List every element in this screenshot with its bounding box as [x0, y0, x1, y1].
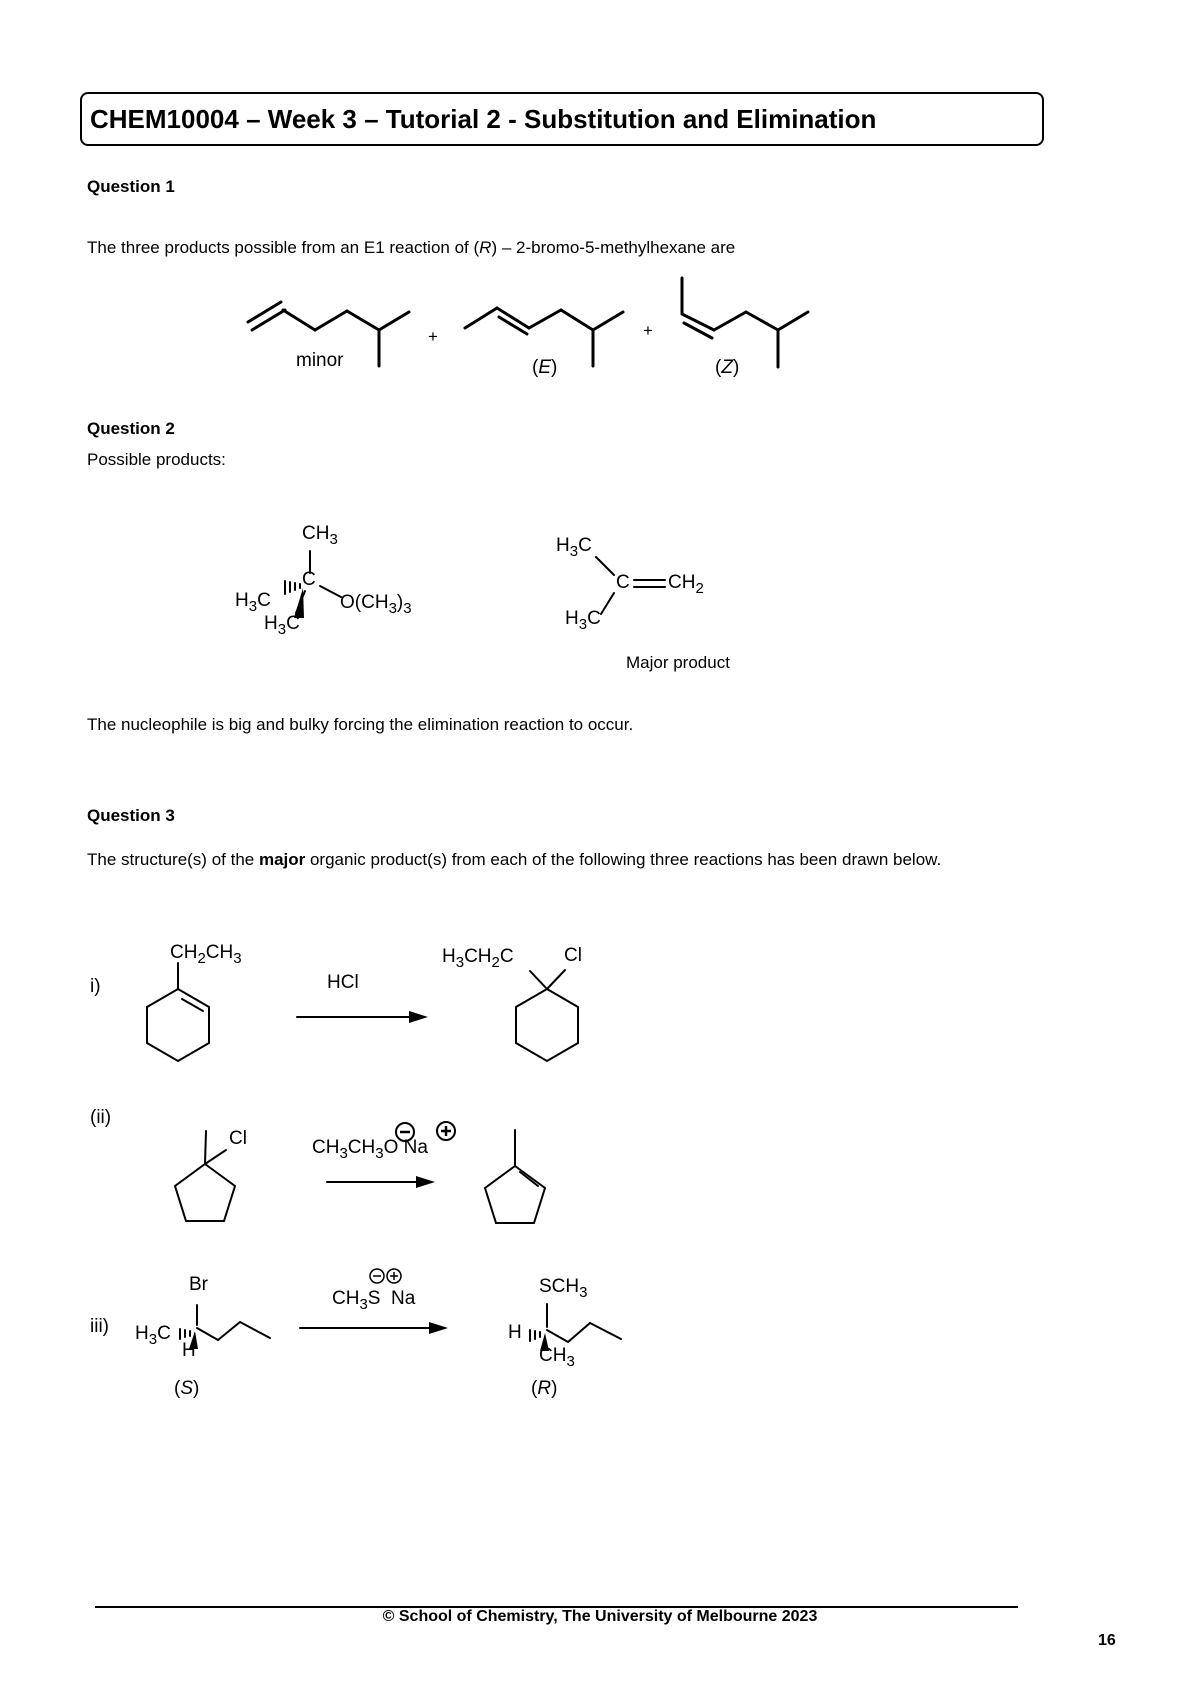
- q3-r3-pch3-sub: 3: [566, 1352, 575, 1370]
- q2-ether-och3-end: ): [396, 592, 404, 613]
- q2-alkene-h3c-top: [556, 535, 592, 560]
- q3-r1-pl-s1: 3: [455, 953, 465, 971]
- q2-alk-ht-c: C: [578, 535, 592, 556]
- q3-r2-cl: Cl: [229, 1128, 247, 1149]
- q2-ether-och3-sub2: 3: [403, 599, 412, 617]
- q2-ether-ch3-sub: 3: [329, 530, 338, 548]
- q3-r3-hash: [180, 1329, 190, 1339]
- q2-alkene-c: C: [616, 572, 630, 593]
- q3-r2-product: [485, 1130, 545, 1223]
- q2-alk-ch2-a: CH: [668, 572, 696, 593]
- q3-r1-label: i): [90, 976, 101, 997]
- q2-ether-och3: (CH: [354, 592, 389, 613]
- q3-r1-substituent: [170, 942, 242, 967]
- question-3-heading: Question 3: [87, 806, 175, 825]
- q1-plus-2: +: [643, 321, 653, 340]
- q3-r3-pch3-a: CH: [539, 1345, 567, 1366]
- q3-r2-label: (ii): [90, 1107, 112, 1128]
- q3-r1-st-s2: 3: [233, 949, 242, 967]
- q3-r1-pl-a: H: [442, 946, 456, 967]
- q3-r3-sch3: [539, 1276, 587, 1301]
- q3-r3-h3c: [135, 1323, 171, 1348]
- q3-r2-rc: O: [383, 1137, 399, 1158]
- q3-r2-reagent: [312, 1137, 428, 1162]
- q2-ether-otbu: [340, 592, 412, 617]
- q2-alk-hb-sub: 3: [578, 615, 588, 633]
- q3-r1-pl-ch: CH: [464, 946, 492, 967]
- q2-ether-hb-a: H: [264, 613, 278, 634]
- q2-hash-wedge: [285, 581, 300, 594]
- q3-r3-config-r: (R): [531, 1378, 558, 1399]
- q2-alk-hb-a: H: [565, 608, 579, 629]
- q1-z-structure: [682, 278, 808, 367]
- q3-r3-product: [547, 1304, 621, 1342]
- q1-text-before: The three products possible from an E1 reaction of (: [87, 238, 480, 257]
- question-2-heading: Question 2: [87, 419, 175, 438]
- q2-alk-ht-sub: 3: [569, 542, 579, 560]
- question-2-subtext: Possible products:: [87, 450, 226, 469]
- q2-ether-hl-sub: 3: [248, 597, 258, 615]
- q2-alkene-h3c-bottom: [565, 608, 601, 633]
- q3-r3-rsub: 3: [359, 1295, 368, 1313]
- q3-r3-prod-hash: [530, 1330, 540, 1341]
- q2-ether-och3-sub: 3: [388, 599, 397, 617]
- q2-ether-h3c-bottom: [264, 613, 300, 638]
- page-number: 16: [1098, 1632, 1116, 1649]
- q1-text-after: ) – 2-bromo-5-methylhexane are: [491, 238, 736, 257]
- q3-r3-prod-h: H: [508, 1322, 522, 1343]
- q2-explanation: The nucleophile is big and bulky forcing the elimination reaction to occur.: [87, 715, 634, 734]
- q3-r1-pl-c: C: [499, 946, 514, 967]
- q1-plus-1: +: [428, 327, 438, 346]
- q3-r2-ra: CH: [312, 1137, 340, 1158]
- q3-r3-h3c-c: C: [157, 1323, 171, 1344]
- page-title: CHEM10004 – Week 3 – Tutorial 2 - Substitution and Elimination: [90, 104, 877, 134]
- q2-ether-hl-c: C: [257, 590, 271, 611]
- q3-r3-config-s-text: S: [180, 1378, 194, 1399]
- q2-ether-o: O: [340, 592, 355, 613]
- q1-label-e: (E): [532, 357, 558, 378]
- q2-major-label: Major product: [626, 653, 730, 672]
- q3-r3-reactant: [197, 1305, 270, 1340]
- q3-r1-pl-s2: 2: [491, 953, 500, 971]
- q3-r2-rs1: 3: [339, 1144, 348, 1162]
- q3-r3-h: H: [182, 1340, 196, 1361]
- q2-alk-hb-c: C: [587, 608, 601, 629]
- question-1-heading: Question 1: [87, 177, 175, 196]
- question-3-intro: [87, 844, 1067, 875]
- q2-ether-hb-c: C: [286, 613, 300, 634]
- q3-r3-label: iii): [90, 1316, 109, 1337]
- q3-r3-reagent: [332, 1288, 415, 1313]
- q2-ether-c: C: [302, 569, 316, 590]
- q3-r3-br: Br: [189, 1274, 208, 1295]
- q3-r1-st-c: CH: [205, 942, 234, 963]
- q3-r1-st-a: CH: [170, 942, 198, 963]
- q1-label-z: (Z): [715, 357, 740, 378]
- q3-r3-h3c-a: H: [135, 1323, 149, 1344]
- q2-alk-ht-a: H: [556, 535, 570, 556]
- q3-r3-prod-ch3: [539, 1345, 575, 1370]
- q3-r1-st-s1: 2: [197, 949, 206, 967]
- q2-alkene-bonds: [596, 557, 665, 614]
- q3-intro-before: The structure(s) of the: [87, 850, 259, 869]
- q3-r3-config-r-text: R: [537, 1378, 552, 1399]
- q3-r1-reactant: [147, 963, 209, 1061]
- q2-ether-ch3: [302, 523, 338, 548]
- q3-intro-bold: major: [258, 850, 306, 869]
- q3-r2-rs2: 3: [375, 1144, 384, 1162]
- q1-label-z-text: Z: [721, 357, 733, 378]
- q3-r3-sch3-a: SCH: [539, 1276, 580, 1297]
- q1-text-config: R: [479, 238, 492, 257]
- q3-r3-config-s: (S): [174, 1378, 200, 1399]
- q3-r3-charges: [370, 1269, 401, 1283]
- q3-r3-h3c-sub: 3: [148, 1330, 158, 1348]
- q2-ether-hb-sub: 3: [277, 620, 287, 638]
- footer-copyright: © School of Chemistry, The University of Melbourne 2023: [382, 1608, 818, 1625]
- q1-label-minor: minor: [296, 350, 344, 371]
- q3-r2-reactant: [175, 1131, 235, 1221]
- q3-intro-after: organic product(s) from each of the following three reactions has been drawn below.: [305, 850, 942, 869]
- q3-r3-sch3-sub: 3: [579, 1283, 588, 1301]
- q1-label-e-text: E: [538, 357, 552, 378]
- q2-ether-hl-a: H: [235, 590, 249, 611]
- q2-ether-h3c-left: [235, 590, 271, 615]
- q3-r2-na: Na: [403, 1137, 428, 1158]
- q2-alk-ch2-sub: 2: [695, 579, 704, 597]
- q3-r1-reagent: HCl: [327, 972, 359, 993]
- q3-r2-rb: CH: [347, 1137, 376, 1158]
- q3-r1-prod-cl: Cl: [564, 945, 582, 966]
- q2-alkene-ch2: [668, 572, 704, 597]
- q3-r1-prod-left: [442, 946, 514, 971]
- q3-r1-product: [516, 970, 578, 1061]
- q2-ether-ch3-a: CH: [302, 523, 330, 544]
- q3-r3-ra: CH: [332, 1288, 360, 1309]
- q3-r3-rb: S Na: [367, 1288, 416, 1309]
